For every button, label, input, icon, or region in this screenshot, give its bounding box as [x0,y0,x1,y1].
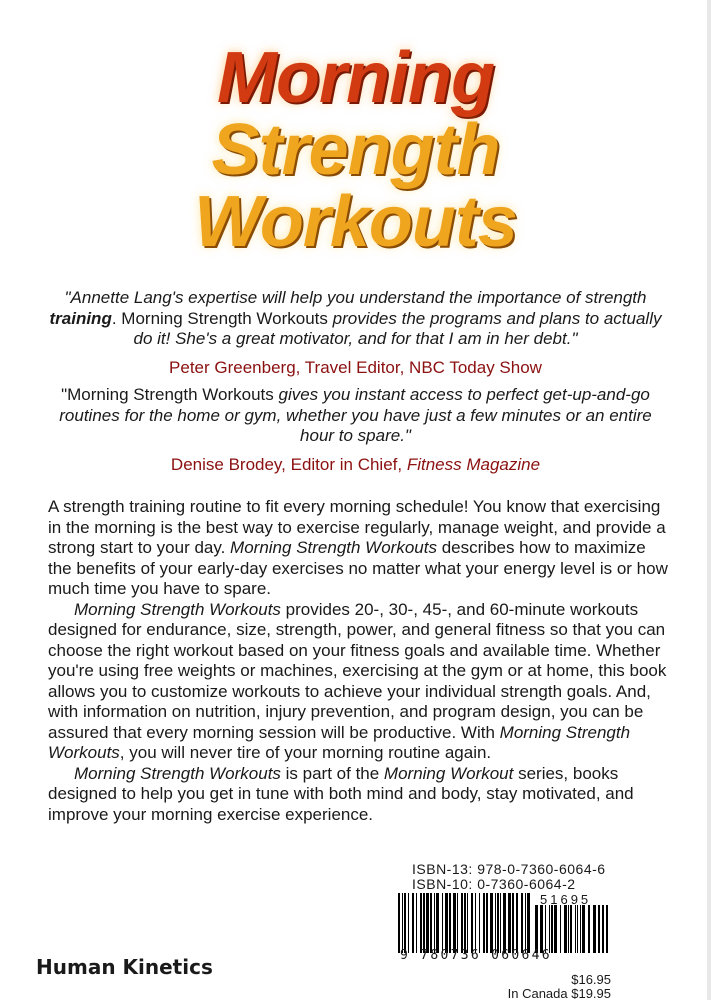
title-line-morning: Morning [217,38,494,118]
isbn-numbers [412,862,606,892]
description-paragraph-1: A strength training routine to fit every morning schedule! You know that exercising in the morning is the best way to exercise regularly, manage weight, and provide a strong start to your day. Morning Strength Workouts describes how to maximize the benefits of your early-day exercises no matter what your energy level is or how much time you have to spare. [48,497,668,598]
quote-greenberg [40,288,671,378]
barcode-digits: 9 780736 060646 [400,948,552,963]
description [48,497,671,825]
title-line-strength: Strength [211,110,500,190]
barcode-addon-digits: 51695 [540,892,592,907]
price [508,973,611,1000]
quote-attribution: Denise Brodey, Editor in Chief, Fitness Magazine [170,454,541,474]
isbn-13: ISBN-13: 978-0-7360-6064-6 [412,861,606,877]
price-us: $16.95 [571,972,611,987]
publisher-logo: Human Kinetics [36,955,213,979]
isbn-10: ISBN-10: 0-7360-6064-2 [412,876,576,892]
quote-brodey [40,385,671,475]
title-line-workouts: Workouts [194,182,517,262]
page-edge [707,0,711,1000]
quote-text: "Annette Lang's expertise will help you understand the importance of strength training. Morning Strength Workouts provides the programs and plans to actually do it! She's a great motivator, and for that I am in her debt." [49,288,662,348]
price-canada: In Canada $19.95 [507,986,611,1000]
description-paragraph-3: Morning Strength Workouts is part of the Morning Workout series, books designed to help you get in tune with both mind and body, stay motivated, and improve your morning exercise experience. [48,763,634,824]
quote-text: "Morning Strength Workouts gives you instant access to perfect get-up-and-go routines for the home or gym, whether you have just a few minutes or an entire hour to spare." [59,385,652,445]
quote-attribution: Peter Greenberg, Travel Editor, NBC Today Show [169,357,542,377]
description-paragraph-2: Morning Strength Workouts provides 20-, 30-, 45-, and 60-minute workouts designed for endurance, size, strength, power, and general fitness so that you can choose the right workout based on your fitness goals and available time. Whether you're using free weights or machines, exercising at the gym or at home, this book allows you to customize workouts to achieve your individual strength goals. And, with information on nutrition, injury prevention, and program design, you can be assured that every morning session will be productive. With Morning Strength Workouts, you will never tire of your morning routine again. [48,599,667,762]
book-title [0,40,711,260]
